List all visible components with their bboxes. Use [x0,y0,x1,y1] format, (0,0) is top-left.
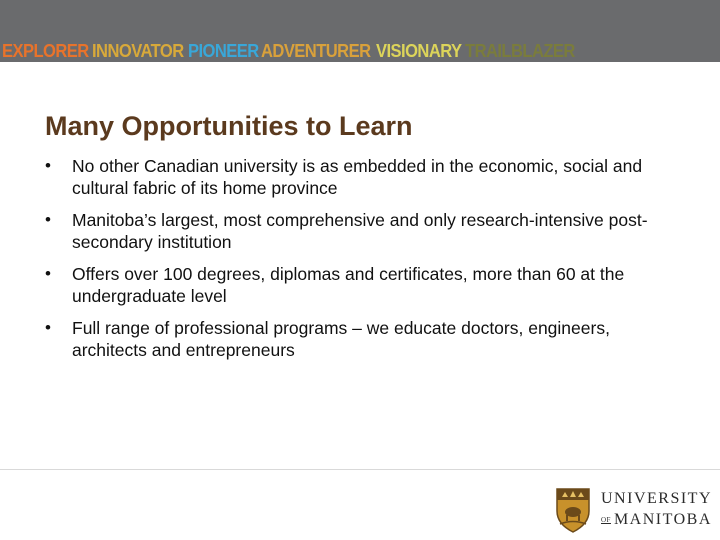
wordmark-line2 [601,511,711,529]
university-wordmark [601,490,711,529]
bullet-dot: • [45,156,51,175]
bullet-item [45,209,685,253]
banner-word-trailblazer: TRAILBLAZER [464,41,575,61]
banner-word-innovator: INNOVATOR [92,41,184,61]
bullet-text: Full range of professional programs – we educate doctors, engineers, architects and entrepreneurs [72,318,610,360]
university-crest-icon [553,483,593,533]
bullet-dot: • [45,318,51,337]
wordmark-of: OF [601,516,611,524]
banner-word-visionary: VISIONARY [375,41,462,61]
bullet-text: Offers over 100 degrees, diplomas and certificates, more than 60 at the undergraduate level [72,264,625,306]
footer-divider [0,469,720,470]
bullet-item [45,155,685,199]
bullet-text: Manitoba’s largest, most comprehensive and only research-intensive post-secondary institution [72,210,648,252]
wordmark-manitoba: MANITOBA [613,511,712,528]
wordmark-university: UNIVERSITY [601,490,712,507]
banner-word-pioneer: PIONEER [187,41,259,61]
banner-words [0,40,720,62]
slide-title: Many Opportunities to Learn [45,111,413,141]
bullet-dot: • [45,264,51,283]
bullet-item [45,317,685,361]
bullet-list [45,155,685,371]
bullet-dot: • [45,210,51,229]
bullet-item [45,263,685,307]
bullet-text: No other Canadian university is as embedded in the economic, social and cultural fabric of its home province [72,156,643,198]
banner-word-adventurer: ADVENTURER [260,41,371,61]
banner-word-explorer: EXPLORER [2,41,89,61]
